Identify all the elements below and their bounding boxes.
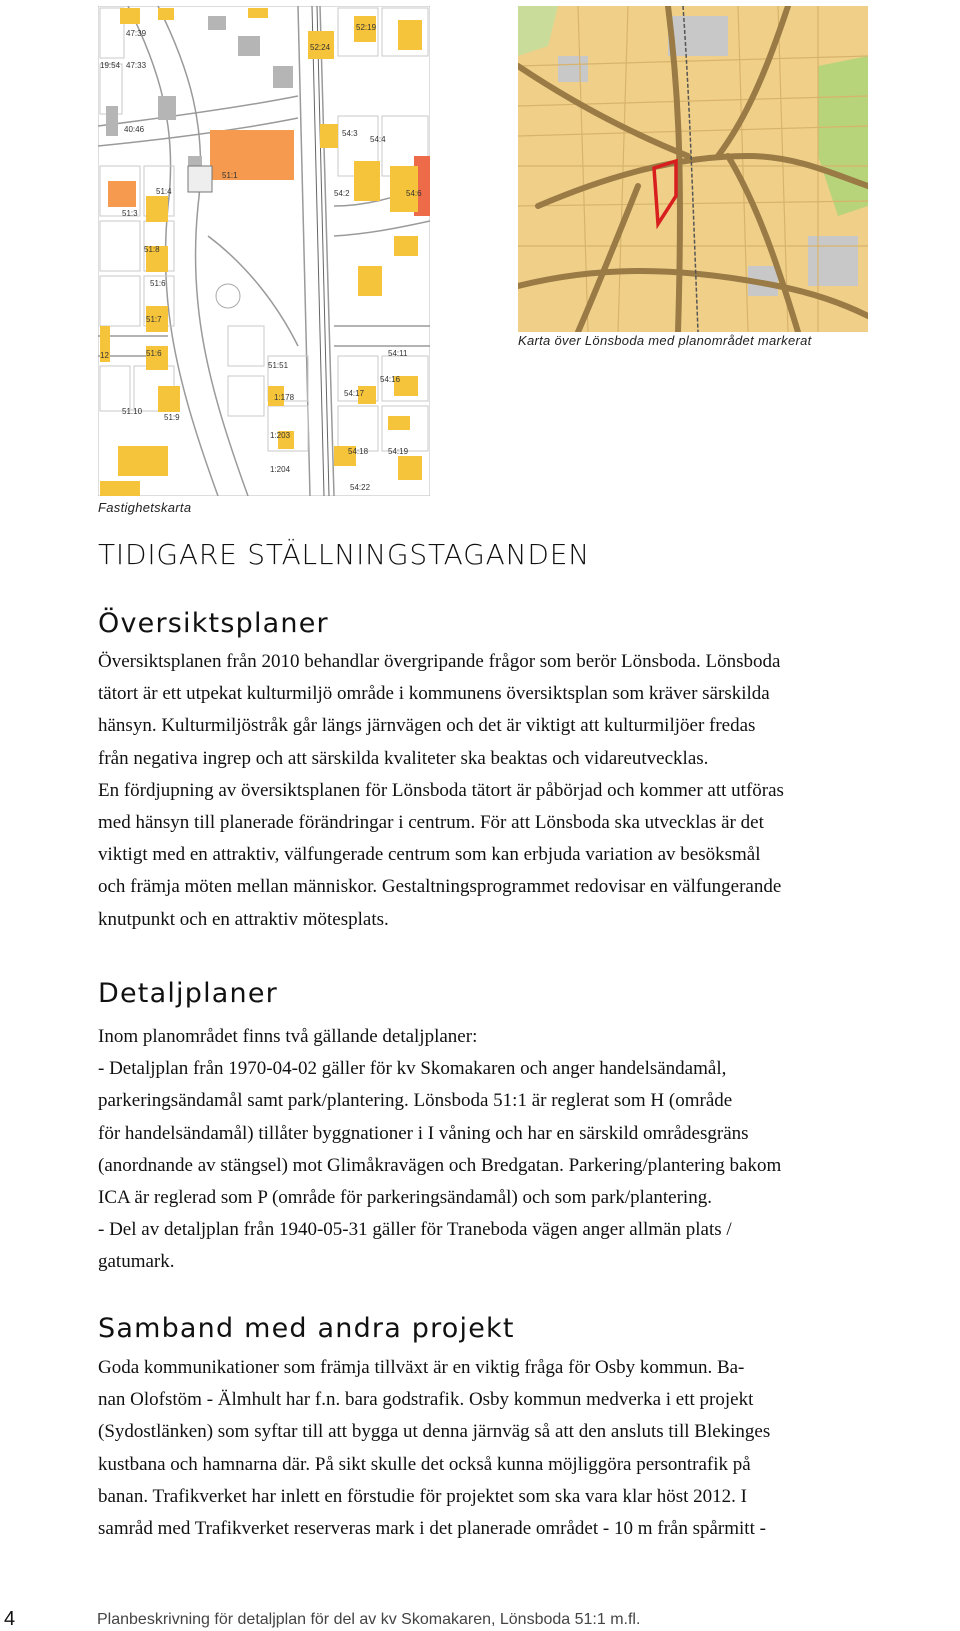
heading-detaljplaner: Detaljplaner	[98, 978, 278, 1009]
parcel-label: 51:51	[268, 361, 289, 370]
text-line: för handelsändamål) tillåter byggnationer i I våning och har en särskild områdesgräns	[98, 1122, 749, 1144]
parcel-label: 1:204	[270, 465, 291, 474]
text-line: från negativa ingrep och att särskilda kvaliteter ska beaktas och vidareutvecklas.	[98, 747, 709, 769]
parcel-label: 19:54	[100, 61, 121, 70]
paragraph-oversiktsplaner	[98, 646, 958, 936]
parcel-label: 12	[100, 351, 109, 360]
parcel-label: 54:18	[348, 447, 369, 456]
parcel-label: 54:3	[342, 129, 358, 138]
property-map-caption: Fastighetskarta	[98, 500, 192, 515]
parcel-label: 51:7	[146, 315, 162, 324]
parcel-label: 54:4	[370, 135, 386, 144]
text-line: viktigt med en attraktiv, välfungerade centrum som kan erbjuda variation av besöksmål	[98, 844, 761, 866]
parcel-label: 51:8	[144, 245, 160, 254]
parcel-label: 1:203	[270, 431, 291, 440]
parcel-label: 52:24	[310, 43, 331, 52]
text-line: tätort är ett utpekat kulturmiljö område i kommunens översiktsplan som kräver särskilda	[98, 683, 770, 705]
text-line: hänsyn. Kulturmiljöstråk går längs järnvägen och det är viktigt att kulturmiljöer fredas	[98, 715, 756, 737]
text-line: samråd med Trafikverket reserveras mark i det planerade området - 10 m från spårmitt -	[98, 1518, 766, 1540]
parcel-label: 51:1	[222, 171, 238, 180]
parcel-label: 47:33	[126, 61, 147, 70]
parcel-label: 51:10	[122, 407, 143, 416]
parcel-label: 51:3	[122, 209, 138, 218]
text-line: kustbana och hamnarna där. På sikt skulle det också kunna möjliggöra persontrafik på	[98, 1453, 751, 1475]
parcel-label: 51:9	[164, 413, 180, 422]
text-line: nan Olofstöm - Älmhult har f.n. bara godstrafik. Osby kommun medverka i ett projekt	[98, 1389, 754, 1411]
parcel-label: 51:6	[150, 279, 166, 288]
parcel-label: 51:6	[146, 349, 162, 358]
parcel-label: 54:22	[350, 483, 371, 492]
text-line: med hänsyn till planerade förändringar i centrum. För att Lönsboda ska utvecklas är det	[98, 812, 764, 834]
parcel-label: 51:4	[156, 187, 172, 196]
parcel-label: 52:19	[356, 23, 377, 32]
text-line: (anordnande av stängsel) mot Glimåkravägen och Bredgatan. Parkering/plantering bakom	[98, 1154, 782, 1176]
text-line: - Detaljplan från 1970-04-02 gäller för kv Skomakaren och anger handelsändamål,	[98, 1058, 727, 1080]
overview-map-caption: Karta över Lönsboda med planområdet markerat	[518, 333, 812, 348]
parcel-label: 1:178	[274, 393, 295, 402]
heading-samband: Samband med andra projekt	[98, 1313, 515, 1344]
text-line: parkeringsändamål samt park/plantering. Lönsboda 51:1 är reglerat som H (område	[98, 1090, 733, 1112]
text-line: - Del av detaljplan från 1940-05-31 gäller för Traneboda vägen anger allmän plats /	[98, 1219, 732, 1241]
text-line: Inom planområdet finns två gällande detaljplaner:	[98, 1026, 478, 1047]
parcel-label: 54:11	[388, 349, 408, 358]
page-number: 4	[4, 1608, 16, 1630]
footer-title: Planbeskrivning för detaljplan för del av kv Skomakaren, Lönsboda 51:1 m.fl.	[97, 1611, 641, 1628]
parcel-label: 40:46	[124, 125, 145, 134]
text-line: banan. Trafikverket har inlett en förstudie för projektet som ska vara klar höst 2012. I	[98, 1485, 747, 1507]
parcel-label: 54:16	[380, 375, 401, 384]
parcel-label: 54:19	[388, 447, 409, 456]
parcel-label: 47:39	[126, 29, 147, 38]
text-line: Goda kommunikationer som främja tillväxt är en viktig fråga för Osby kommun. Ba-	[98, 1357, 745, 1378]
parcel-label: 54:6	[406, 189, 422, 198]
parcel-label: 54:2	[334, 189, 350, 198]
paragraph-detaljplaner	[98, 1021, 958, 1279]
text-line: (Sydostlänken) som syftar till att bygga ut denna järnväg så att den ansluts till Blekinges	[98, 1421, 771, 1443]
section-title: TIDIGARE STÄLLNINGSTAGANDEN	[98, 538, 590, 571]
overview-map	[518, 6, 868, 332]
text-line: ICA är reglerad som P (område för parkeringsändamål) och som park/plantering.	[98, 1187, 712, 1209]
text-line: och främja möten mellan människor. Gestaltningsprogrammet redovisar en välfungerande	[98, 876, 782, 898]
text-line: gatumark.	[98, 1251, 175, 1273]
heading-oversiktsplaner: Översiktsplaner	[98, 608, 329, 639]
text-line: Översiktsplanen från 2010 behandlar övergripande frågor som berör Lönsboda. Lönsboda	[98, 651, 781, 672]
text-line: knutpunkt och en attraktiv mötesplats.	[98, 908, 389, 930]
text-line: En fördjupning av översiktsplanen för Lönsboda tätort är påbörjad och kommer att utföras	[98, 779, 784, 801]
parcel-label: 54:17	[344, 389, 365, 398]
paragraph-samband	[98, 1352, 958, 1545]
property-map	[98, 6, 430, 496]
